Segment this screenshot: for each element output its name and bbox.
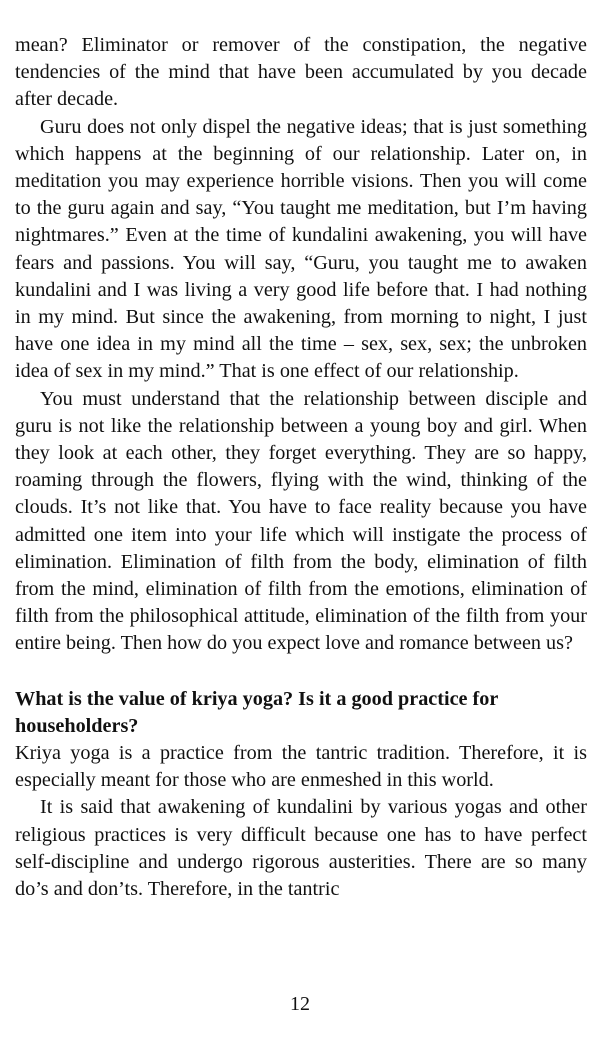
paragraph-kriya-yoga: Kriya yoga is a practice from the tantric tradition. Therefore, it is especially meant for those who are enmeshed in this world. [15,742,587,792]
paragraph-kundalini-awakening: It is said that awakening of kundalini by various yogas and other religious practices is very difficult because one has to have perfect self-discipline and undergo rigorous austerities. There are so many do’s and don’ts. Therefore, in the tantric [15,796,587,901]
page-number: 12 [290,993,310,1015]
paragraph-continuation: mean? Eliminator or remover of the constipation, the negative tendencies of the mind that have been accumulated by you decade after decade. [15,34,587,111]
paragraph-relationship: You must understand that the relationship between disciple and guru is not like the relationship between a young boy and girl. When they look at each other, they forget everything. They are so happy, roaming through the flowers, flying with the wind, thinking of the clouds. It’s not like that. You have to face reality because you have admitted one item into your life which will instigate the process of elimination. Elimination of filth from the body, elimination of filth from the mind, elimination of filth from the emotions, elimination of filth from the philosophical attitude, elimination of the filth from your entire being. Then how do you expect love and romance between us? [15,387,587,655]
question-heading: What is the value of kriya yoga? Is it a good practice for householders? [15,687,498,737]
paragraph-guru-dispel: Guru does not only dispel the negative ideas; that is just something which happens at the beginning of our relationship. Later on, in meditation you may experience horrible visions. Then you will come to the guru again and say, “You taught me meditation, but I’m having nightmares.” Even at the time of kundalini awakening, you will have fears and passions. You will say, “Guru, you taught me to awaken kundalini and I was living a very good life before that. I had nothing in my mind. But since the awakening, from morning to night, I just have one idea in my mind all the time – sex, sex, sex; the unbroken idea of sex in my mind.” That is one effect of our relationship. [15,115,587,383]
book-page [15,32,587,1032]
